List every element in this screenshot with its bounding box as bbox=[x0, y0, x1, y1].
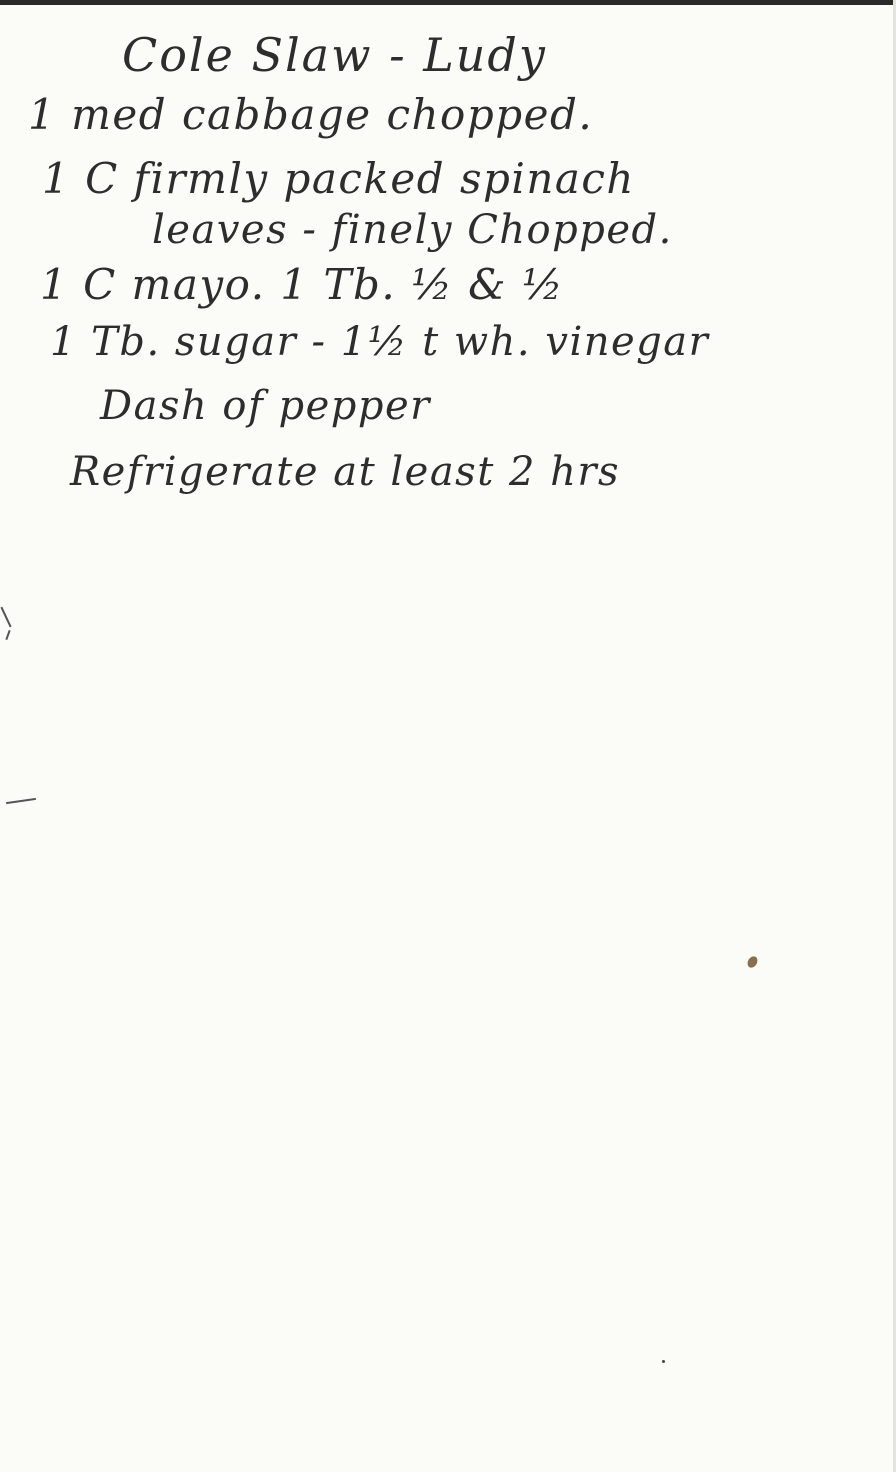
recipe-line: 1 C firmly packed spinach bbox=[42, 154, 635, 203]
recipe-line: 1 Tb. sugar - 1½ t wh. vinegar bbox=[50, 319, 710, 365]
recipe-line: 1 C mayo. 1 Tb. ½ & ½ bbox=[40, 260, 565, 309]
recipe-line: Dash of pepper bbox=[100, 383, 431, 429]
paper-speck bbox=[746, 955, 760, 970]
recipe-line: Refrigerate at least 2 hrs bbox=[70, 449, 621, 495]
recipe-line: 1 med cabbage chopped. bbox=[28, 90, 594, 139]
card-top-edge bbox=[0, 0, 896, 5]
recipe-title: Cole Slaw - Ludy bbox=[122, 28, 547, 82]
edge-mark bbox=[0, 607, 11, 628]
edge-mark bbox=[5, 630, 10, 640]
paper-speck bbox=[662, 1360, 665, 1363]
edge-mark bbox=[6, 798, 36, 804]
recipe-line: leaves - finely Chopped. bbox=[152, 207, 673, 253]
